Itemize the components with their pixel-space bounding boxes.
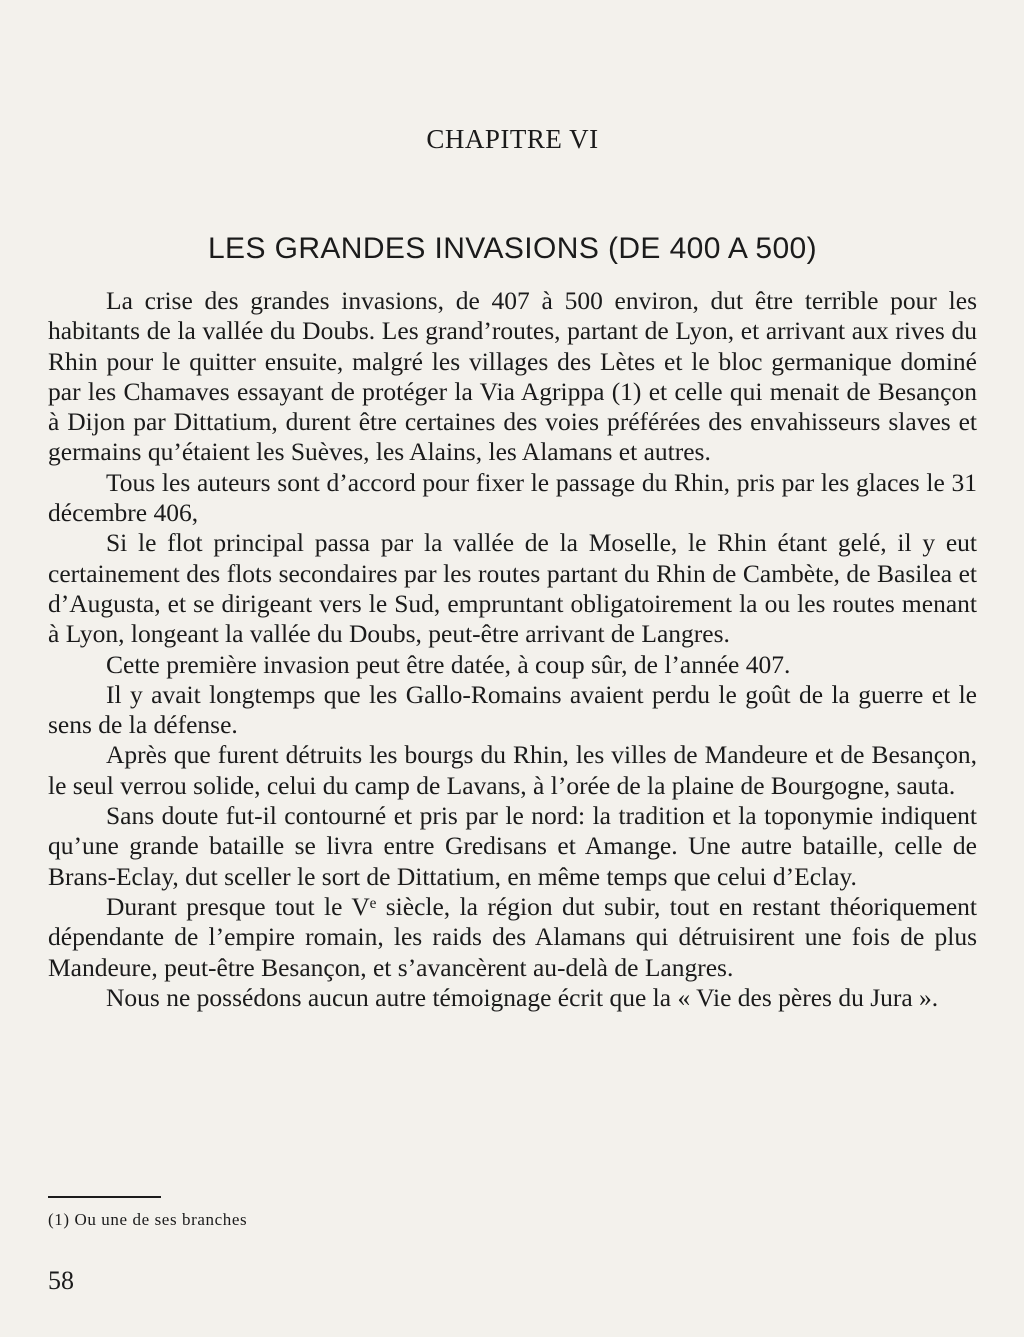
book-page [48, 0, 977, 1337]
chapter-heading: CHAPITRE VI [426, 124, 599, 154]
paragraph: Sans doute fut-il contourné et pris par le nord: la tradition et la toponymie indiquent qu’une grande bataille se livra entre Gredisans et Amange. Une autre bataille, celle de Brans-Eclay, dut sceller le sort de Dittatium, en même temps que celui d’Eclay. [48, 801, 977, 891]
paragraph: Durant presque tout le Vᵉ siècle, la région dut subir, tout en restant théoriquement dépendante de l’empire romain, les raids des Alamans qui détruisirent une fois de plus Mandeure, peut-être Besançon, et s’avancèrent au-delà de Langres. [48, 891, 977, 982]
footnote-divider [48, 1196, 161, 1198]
chapter-title: LES GRANDES INVASIONS (DE 400 A 500) [207, 232, 818, 265]
paragraph: Après que furent détruits les bourgs du Rhin, les villes de Mandeure et de Besançon, le seul verrou solide, celui du camp de Lavans, à l’orée de la plaine de Bourgogne, sauta. [48, 740, 977, 800]
paragraph: Si le flot principal passa par la vallée de la Moselle, le Rhin étant gelé, il y eut certainement des flots secondaires par les routes partant du Rhin de Cambète, de Basilea et d’Augusta, et se dirigeant vers le Sud, empruntant obligatoirement la ou les routes menant à Lyon, longeant la vallée du Doubs, peut-être arrivant de Langres. [48, 528, 977, 649]
body-text [48, 286, 977, 1013]
paragraph: Nous ne possédons aucun autre témoignage écrit que la « Vie des pères du Jura ». [106, 982, 939, 1012]
footnote: (1) Ou une de ses branches [48, 1210, 248, 1229]
page-number: 58 [48, 1266, 74, 1295]
paragraph: Il y avait longtemps que les Gallo-Romains avaient perdu le goût de la guerre et le sens de la défense. [48, 679, 977, 740]
paragraph: Tous les auteurs sont d’accord pour fixer le passage du Rhin, pris par les glaces le 31 décembre 406, [48, 467, 977, 528]
paragraph: Cette première invasion peut être datée, à coup sûr, de l’année 407. [106, 649, 791, 679]
paragraph: La crise des grandes invasions, de 407 à 500 environ, dut être terrible pour les habitants de la vallée du Doubs. Les grand’routes, partant de Lyon, et arrivant aux rives du Rhin pour le quitter ensuite, malgré les villages des Lètes et le bloc germanique dominé par les Chamaves essayant de protéger la Via Agrippa (1) et celle qui menait de Besançon à Dijon par Dittatium, durent être certaines des voies préférées des envahisseurs slaves et germains qu’étaient les Suèves, les Alains, les Alamans et autres. [48, 286, 977, 467]
